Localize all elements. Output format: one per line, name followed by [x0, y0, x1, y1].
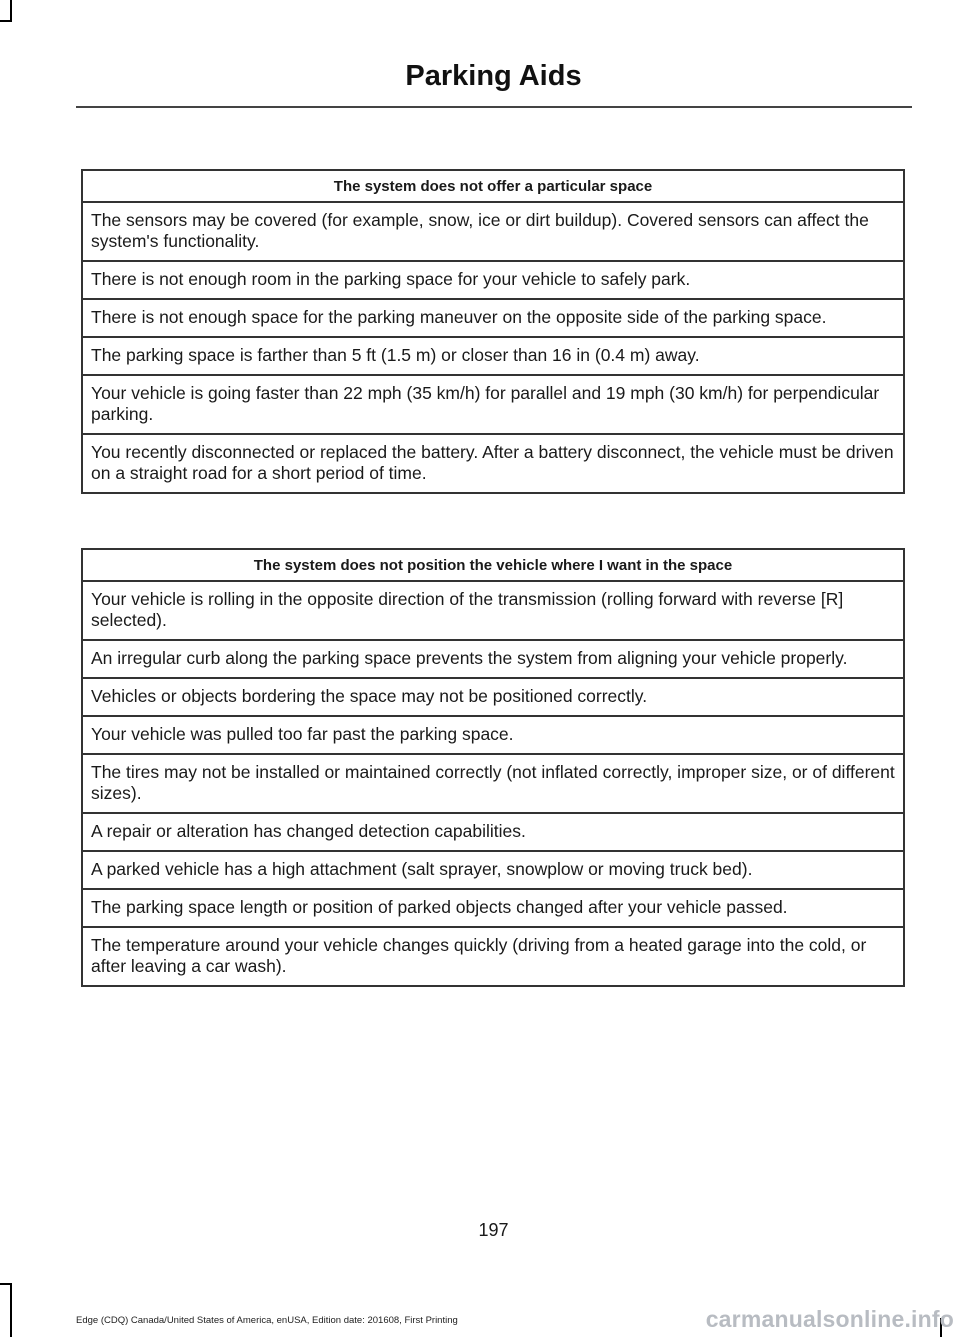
table-row	[82, 261, 904, 299]
table-cell: The parking space length or position of parked objects changed after your vehicle passed.	[82, 889, 904, 927]
table-row	[82, 813, 904, 851]
header-divider	[76, 106, 912, 108]
crop-mark-bottom-left-h	[0, 1283, 12, 1285]
table-row	[82, 889, 904, 927]
table-cell: You recently disconnected or replaced the battery. After a battery disconnect, the vehicle must be driven on a straight road for a short period of time.	[82, 434, 904, 493]
table-row	[82, 716, 904, 754]
page-number: 197	[478, 1220, 509, 1240]
table-row	[82, 754, 904, 813]
table-heading: The system does not position the vehicle where I want in the space	[82, 549, 904, 581]
table-cell: Your vehicle is rolling in the opposite direction of the transmission (rolling forward with reverse [R] selected).	[82, 581, 904, 640]
table-row	[82, 581, 904, 640]
crop-mark-bottom-left	[10, 1283, 12, 1337]
table-cell: The tires may not be installed or maintained correctly (not inflated correctly, improper size, or of different sizes).	[82, 754, 904, 813]
crop-mark-top-left	[10, 0, 12, 22]
table-heading: The system does not offer a particular space	[82, 170, 904, 202]
table-cell: Vehicles or objects bordering the space may not be positioned correctly.	[82, 678, 904, 716]
table-row	[82, 678, 904, 716]
table-row	[82, 299, 904, 337]
page-title: Parking Aids	[405, 60, 582, 92]
table-row	[82, 202, 904, 261]
table-row	[82, 434, 904, 493]
troubleshooting-table-wrong-position	[81, 548, 905, 987]
table-cell: Your vehicle was pulled too far past the parking space.	[82, 716, 904, 754]
table-row	[82, 640, 904, 678]
table-row	[82, 927, 904, 986]
table-cell: An irregular curb along the parking space prevents the system from aligning your vehicle properly.	[82, 640, 904, 678]
table-header-row	[82, 170, 904, 202]
table-cell: The sensors may be covered (for example, snow, ice or dirt buildup). Covered sensors can affect the system's functionality.	[82, 202, 904, 261]
table-row	[82, 851, 904, 889]
table-cell: The temperature around your vehicle changes quickly (driving from a heated garage into the cold, or after leaving a car wash).	[82, 927, 904, 986]
table-cell: Your vehicle is going faster than 22 mph (35 km/h) for parallel and 19 mph (30 km/h) for perpendicular parking.	[82, 375, 904, 434]
table-cell: The parking space is farther than 5 ft (1.5 m) or closer than 16 in (0.4 m) away.	[82, 337, 904, 375]
table-cell: A repair or alteration has changed detection capabilities.	[82, 813, 904, 851]
crop-mark-top-left-h	[0, 20, 12, 22]
edition-footer: Edge (CDQ) Canada/United States of America, enUSA, Edition date: 201608, First Printing	[76, 1315, 458, 1326]
table-cell: A parked vehicle has a high attachment (salt sprayer, snowplow or moving truck bed).	[82, 851, 904, 889]
table-cell: There is not enough room in the parking space for your vehicle to safely park.	[82, 261, 904, 299]
watermark: carmanualsonline.info	[705, 1306, 954, 1332]
table-row	[82, 337, 904, 375]
table-cell: There is not enough space for the parking maneuver on the opposite side of the parking space.	[82, 299, 904, 337]
table-header-row	[82, 549, 904, 581]
troubleshooting-table-no-space	[81, 169, 905, 494]
table-row	[82, 375, 904, 434]
